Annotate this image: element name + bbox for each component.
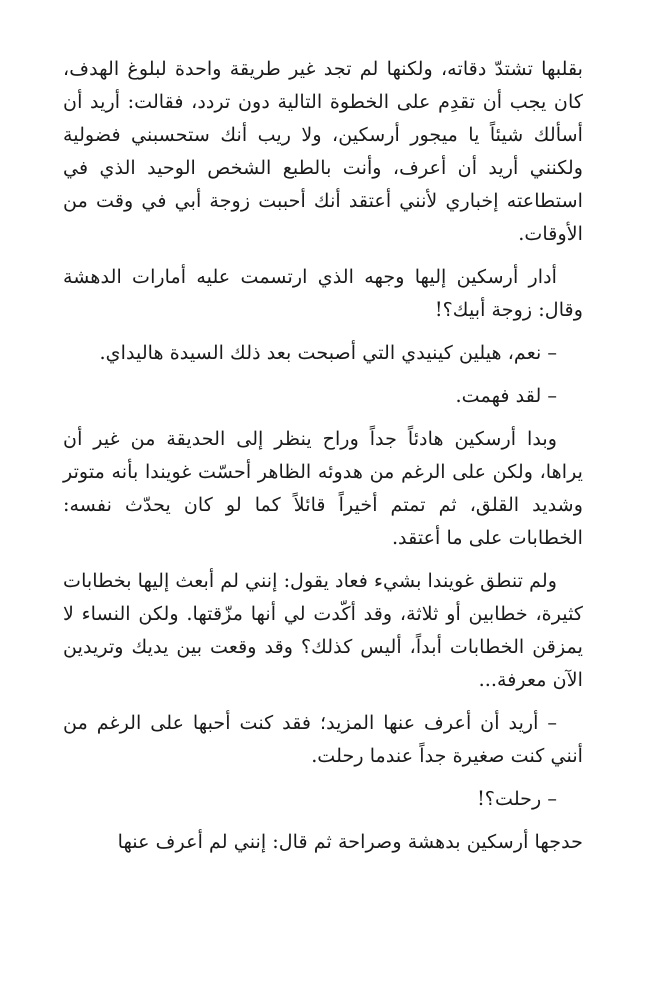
paragraph-3: – نعم، هيلين كينيدي التي أصبحت بعد ذلك السيدة هاليداي. (99, 341, 557, 364)
paragraph-9: حدجها أرسكين بدهشة وصراحة ثم قال: إنني لم أعرف عنها (117, 830, 583, 853)
paragraph-2: أدار أرسكين إليها وجهه الذي ارتسمت عليه أمارات الدهشة وقال: زوجة أبيك؟! (63, 265, 583, 321)
paragraph-7: – أريد أن أعرف عنها المزيد؛ فقد كنت أحبها على الرغم من أنني كنت صغيرة جداً عندما رحلت. (63, 711, 583, 767)
paragraph-8: – رحلت؟! (477, 787, 557, 810)
paragraph-5: وبدا أرسكين هادئاً جداً وراح ينظر إلى الحديقة من غير أن يراها، ولكن على الرغم من هدوئه الظاهر أحسّت غويندا بأنه متوتر وشديد القلق، ثم تمتم أخيراً قائلاً كما لو كان يحدّث نفسه: الخطابات على ما أعتقد. (63, 427, 583, 549)
paragraph-1: بقلبها تشتدّ دقاته، ولكنها لم تجد غير طريقة واحدة لبلوغ الهدف، كان يجب أن تقدِم على الخطوة التالية دون تردد، فقالت: أريد أن أسألك شيئاً يا ميجور أرسكين، ولا ريب أنك ستحسبني فضولية ولكنني أريد أن أعرف، وأنت بالطبع الشخص الوحيد الذي في استطاعته إخباري لأنني أعتقد أنك أحببت زوجة أبي في وقت من الأوقات. (63, 57, 583, 245)
paragraph-6: ولم تنطق غويندا بشيء فعاد يقول: إنني لم أبعث إليها بخطابات كثيرة، خطابين أو ثلاثة، وقد أكّدت لي أنها مزّقتها. ولكن النساء لا يمزقن الخطابات أبداً، أليس كذلك؟ وقد وقعت بين يديك وتريدين الآن معرفة... (63, 569, 583, 691)
book-page (63, 52, 583, 868)
paragraph-4: – لقد فهمت. (455, 384, 557, 407)
